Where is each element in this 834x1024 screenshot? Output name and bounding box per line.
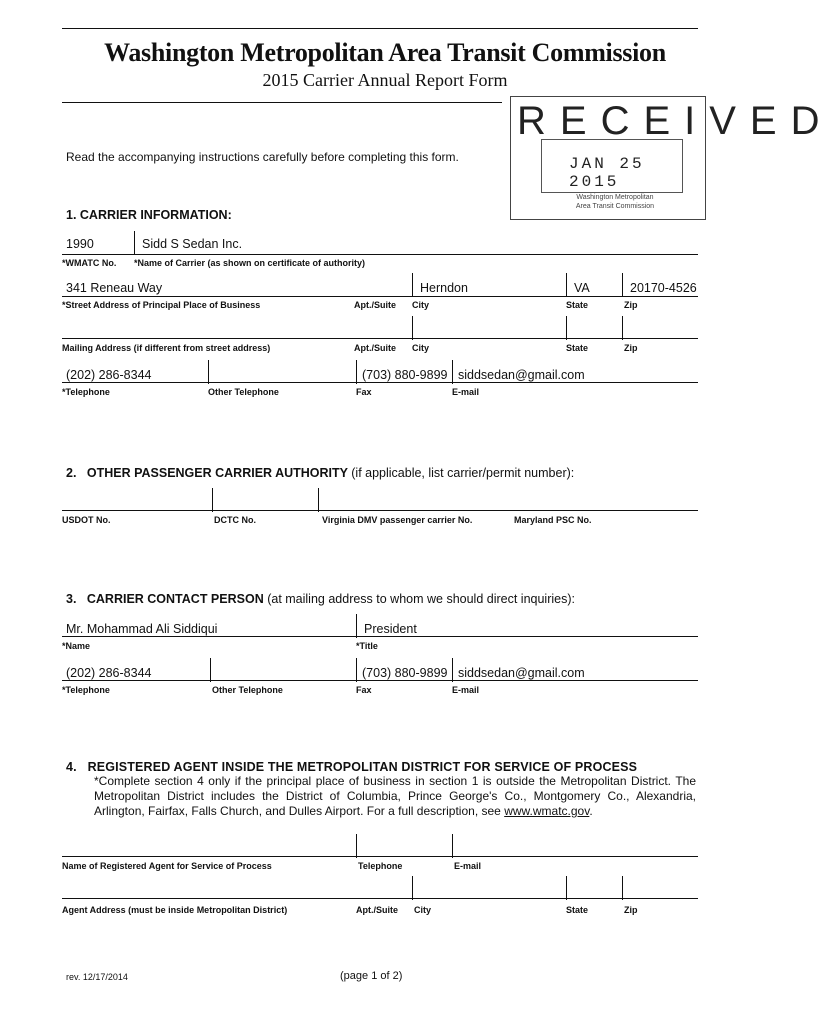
label-other-telephone: Other Telephone [208,387,279,397]
label-wmatc: *WMATC No. [62,258,117,268]
label-telephone: Telephone [358,861,403,871]
received-stamp [510,96,834,220]
label-maryland: Maryland PSC No. [514,515,592,525]
form-subtitle: 2015 Carrier Annual Report Form [262,70,508,90]
carrier-name-field[interactable]: Sidd S Sedan Inc. [142,237,243,251]
divider [452,834,453,858]
label-apt: Apt./Suite [356,905,398,915]
state-field[interactable]: VA [574,281,590,295]
row-line [62,296,698,297]
label-zip: Zip [624,905,638,915]
mailing-address-line[interactable] [62,338,698,339]
divider [452,658,453,682]
label-city: City [412,300,430,310]
registered-agent-line[interactable] [62,856,698,857]
stamp-date: JAN 25 2015 [569,155,645,191]
telephone-field[interactable]: (202) 286-8344 [66,368,152,382]
label-email: E-mail [452,387,480,397]
label-virginia: Virginia DMV passenger carrier No. [322,515,473,525]
zip-field[interactable]: 20170-4526 [630,281,697,295]
email-field[interactable]: siddsedan@gmail.com [458,368,585,382]
label-state: State [566,905,589,915]
contact-name-field[interactable]: Mr. Mohammad Ali Siddiqui [66,622,218,636]
contact-fax-field[interactable]: (703) 880-9899 [362,666,448,680]
label-zip: Zip [624,300,638,310]
label-state: State [566,343,589,353]
divider [412,876,413,900]
form-title: Washington Metropolitan Area Transit Commission [104,38,666,67]
label-dctc: DCTC No. [214,515,256,525]
section4-heading: 4. REGISTERED AGENT INSIDE THE METROPOLITAN DISTRICT FOR SERVICE OF PROCESS [66,760,638,774]
label-city: City [414,905,432,915]
label-telephone: *Telephone [62,685,110,695]
label-other-telephone: Other Telephone [212,685,283,695]
fax-field[interactable]: (703) 880-9899 [362,368,448,382]
divider [212,488,213,512]
wmatc-website-link[interactable]: www.wmatc.gov [504,804,590,818]
label-mailing: Mailing Address (if different from street address) [62,343,271,353]
label-name: *Name [62,641,91,651]
label-title: *Title [356,641,378,651]
divider [566,876,567,900]
wmatc-number-field[interactable]: 1990 [66,237,94,251]
label-fax: Fax [356,387,372,397]
contact-title-field[interactable]: President [364,622,417,636]
divider [356,834,357,858]
label-email: E-mail [452,685,480,695]
authority-numbers-line[interactable] [62,510,698,511]
section1-heading: 1. CARRIER INFORMATION: [66,208,232,222]
stamp-received-text: RECEIVED [517,99,834,143]
contact-email-field[interactable]: siddsedan@gmail.com [458,666,585,680]
divider [318,488,319,512]
divider [210,658,211,682]
label-fax: Fax [356,685,372,695]
row-line [62,254,698,255]
divider [452,360,453,384]
instructions-text: Read the accompanying instructions carefully before completing this form. [66,150,459,164]
label-carrier-name: *Name of Carrier (as shown on certificate of authority) [134,258,366,268]
divider [412,316,413,340]
label-agent-address: Agent Address (must be inside Metropolitan District) [62,905,288,915]
label-city: City [412,343,430,353]
divider [412,273,413,297]
label-apt: Apt./Suite [354,343,396,353]
label-registered-agent: Name of Registered Agent for Service of Process [62,861,272,871]
row-line [62,382,698,383]
divider [622,876,623,900]
label-telephone: *Telephone [62,387,110,397]
row-line [62,636,698,637]
section4-note: *Complete section 4 only if the principal place of business in section 1 is outside the Metropolitan District. The Metropolitan District includes the District of Columbia, Prince George's Co., Montgomery Co., Alexandria, Arlington, Fairfax, Falls Church, and Dulles Airport. For a full description, see www.wmatc.gov. [94,774,696,818]
contact-telephone-field[interactable]: (202) 286-8344 [66,666,152,680]
divider [356,360,357,384]
label-email: E-mail [454,861,482,871]
label-usdot: USDOT No. [62,515,111,525]
divider [622,273,623,297]
revision-date: rev. 12/17/2014 [66,972,128,982]
divider [566,316,567,340]
section2-heading: 2. OTHER PASSENGER CARRIER AUTHORITY (if applicable, list carrier/permit number): [66,466,575,480]
label-apt: Apt./Suite [354,300,396,310]
row-line [62,680,698,681]
city-field[interactable]: Herndon [420,281,468,295]
label-street: *Street Address of Principal Place of Business [62,300,261,310]
stamp-org: Washington Metropolitan Area Transit Commission [575,194,655,210]
street-address-field[interactable]: 341 Reneau Way [66,281,163,295]
section3-heading: 3. CARRIER CONTACT PERSON (at mailing address to whom we should direct inquiries): [66,592,575,606]
title-underline [62,28,698,29]
subtitle-underline [62,102,502,103]
page-number: (page 1 of 2) [340,970,403,982]
divider [356,658,357,682]
divider [134,231,135,255]
divider [566,273,567,297]
divider [622,316,623,340]
label-zip: Zip [624,343,638,353]
divider [356,614,357,638]
label-state: State [566,300,589,310]
agent-address-line[interactable] [62,898,698,899]
divider [208,360,209,384]
